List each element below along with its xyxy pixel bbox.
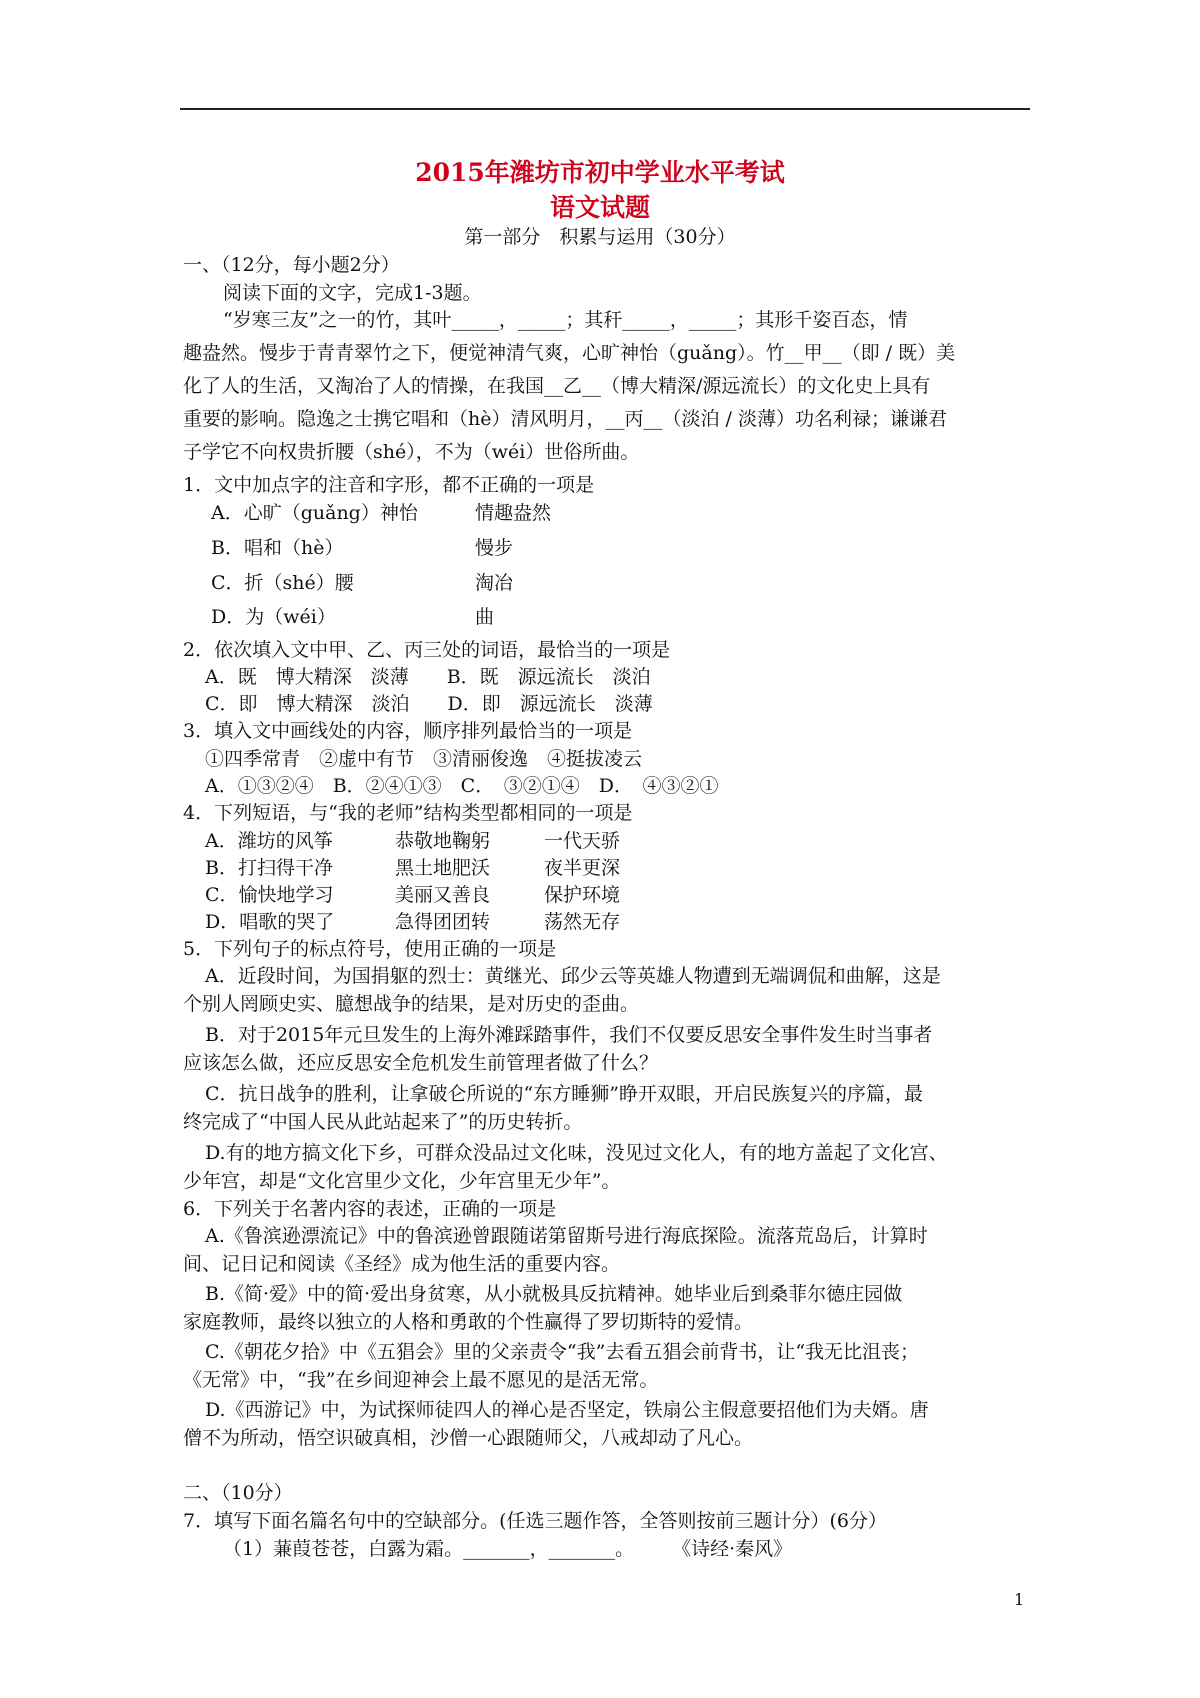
q1-option-word: 曲 [475, 606, 495, 628]
q6-option-line: D.《西游记》中，为试探师徒四人的禅心是否坚定，铁扇公主假意要招他们为夫婿。唐 [205, 1399, 929, 1421]
q5-option-line: 终完成了“中国人民从此站起来了”的历史转折。 [183, 1111, 583, 1133]
q4-option: B．打扫得干净 [205, 857, 333, 879]
q1-option-word: 慢步 [475, 537, 514, 559]
question-1-stem: 1．文中加点字的注音和字形，都不正确的一项是 [183, 474, 595, 496]
q4-option: D．唱歌的哭了 [205, 911, 335, 933]
q6-option-line: B.《简·爱》中的简·爱出身贫寒，从小就极具反抗精神。她毕业后到桑菲尔德庄园做 [205, 1283, 903, 1305]
question-7-stem: 7．填写下面名篇名句中的空缺部分。(任选三题作答，全答则按前三题计分）(6分） [183, 1510, 888, 1532]
question-4-stem: 4．下列短语，与“我的老师”结构类型都相同的一项是 [183, 802, 633, 824]
passage-line: 重要的影响。隐逸之士携它唱和（hè）清风明月，__丙__（淡泊 / 淡薄）功名利禄；谦谦君 [183, 408, 947, 430]
section2-heading: 二、（10分） [183, 1482, 293, 1504]
question-3-stem: 3．填入文中画线处的内容，顺序排列最恰当的一项是 [183, 720, 633, 742]
q6-option-line: 僧不为所动，悟空识破真相，沙僧一心跟随师父，八戒却动了凡心。 [183, 1427, 754, 1449]
part-heading: 第一部分 积累与运用（30分） [464, 226, 736, 248]
q4-phrase: 黑土地肥沃 [395, 857, 491, 879]
q2-options-row: C．即 博大精深 淡泊 D．即 源远流长 淡薄 [205, 693, 653, 715]
question-2-stem: 2．依次填入文中甲、乙、丙三处的词语，最恰当的一项是 [183, 639, 671, 661]
q1-option: D．为（wéi） [211, 606, 336, 628]
q6-option-line: 《无常》中，“我”在乡间迎神会上最不愿见的是活无常。 [183, 1369, 659, 1391]
passage-line: “岁寒三友”之一的竹，其叶_____，_____；其秆_____，_____；其形千姿百态，情 [223, 309, 908, 331]
section1-intro: 阅读下面的文字，完成1-3题。 [223, 282, 482, 304]
q5-option-line: B．对于2015年元旦发生的上海外滩踩踏事件，我们不仅要反思安全事件发生时当事者 [205, 1024, 933, 1046]
q1-option: C．折（shé）腰 [211, 572, 354, 594]
q1-option-word: 情趣盎然 [475, 502, 552, 524]
q6-option-line: 间、记日记和阅读《圣经》成为他生活的重要内容。 [183, 1253, 621, 1275]
q4-phrase: 急得团团转 [395, 911, 491, 933]
q6-option-line: 家庭教师，最终以独立的人格和勇敢的个性赢得了罗切斯特的爱情。 [183, 1311, 754, 1333]
q4-phrase: 一代天骄 [544, 830, 621, 852]
q3-items: ①四季常青 ②虚中有节 ③清丽俊逸 ④挺拔凌云 [205, 748, 643, 770]
question-6-stem: 6．下列关于名著内容的表述，正确的一项是 [183, 1198, 557, 1220]
q4-option: C．愉快地学习 [205, 884, 334, 906]
q4-option: A．潍坊的风筝 [205, 830, 333, 852]
exam-title: 2015年潍坊市初中学业水平考试 [415, 158, 785, 187]
q3-options: A．①③②④ B．②④①③ C． ③②①④ D． ④③②① [205, 775, 719, 797]
q5-option-line: A．近段时间，为国捐躯的烈士：黄继光、邱少云等英雄人物遭到无端调侃和曲解，这是 [205, 965, 941, 987]
q4-phrase: 夜半更深 [544, 857, 621, 879]
q4-phrase: 荡然无存 [544, 911, 621, 933]
q4-phrase: 美丽又善良 [395, 884, 491, 906]
q1-option-word: 淘冶 [475, 572, 514, 594]
top-rule [180, 108, 1030, 110]
q4-phrase: 保护环境 [544, 884, 621, 906]
section1-heading: 一、（12分，每小题2分） [183, 254, 400, 276]
q5-option-line: 个别人罔顾史实、臆想战争的结果，是对历史的歪曲。 [183, 993, 640, 1015]
q6-option-line: A.《鲁滨逊漂流记》中的鲁滨逊曾跟随诺第留斯号进行海底探险。流落荒岛后，计算时 [205, 1225, 928, 1247]
q1-option: A．心旷（guǎng）神怡 [211, 502, 418, 524]
passage-line: 子学它不向权贵折腰（shé），不为（wéi）世俗所曲。 [183, 441, 640, 463]
q6-option-line: C.《朝花夕拾》中《五猖会》里的父亲责令“我”去看五猖会前背书，让“我无比沮丧； [205, 1341, 920, 1363]
q2-options-row: A．既 博大精深 淡薄 B．既 源远流长 淡泊 [205, 666, 651, 688]
q5-option-line: D.有的地方搞文化下乡，可群众没品过文化味，没见过文化人，有的地方盖起了文化宫、 [205, 1142, 948, 1164]
q5-option-line: C．抗日战争的胜利，让拿破仑所说的“东方睡狮”睁开双眼，开启民族复兴的序篇，最 [205, 1083, 923, 1105]
q4-phrase: 恭敬地鞠躬 [395, 830, 491, 852]
passage-line: 化了人的生活，又淘冶了人的情操，在我国__乙__（博大精深/源远流长）的文化史上具有 [183, 375, 931, 397]
exam-subtitle: 语文试题 [549, 193, 650, 222]
question-5-stem: 5．下列句子的标点符号，使用正确的一项是 [183, 938, 557, 960]
q7-item: （1）蒹葭苍苍，白露为霜。_______，_______。 《诗经·秦风》 [223, 1538, 793, 1560]
passage-line: 趣盎然。慢步于青青翠竹之下，便觉神清气爽，心旷神怡（guǎng）。竹__甲__（即 / 既）美 [183, 342, 956, 364]
q5-option-line: 少年宫，却是“文化宫里少文化，少年宫里无少年”。 [183, 1170, 621, 1192]
q5-option-line: 应该怎么做，还应反思安全危机发生前管理者做了什么？ [183, 1052, 659, 1074]
page-number: 1 [1014, 1590, 1025, 1609]
q1-option: B．唱和（hè） [211, 537, 344, 559]
